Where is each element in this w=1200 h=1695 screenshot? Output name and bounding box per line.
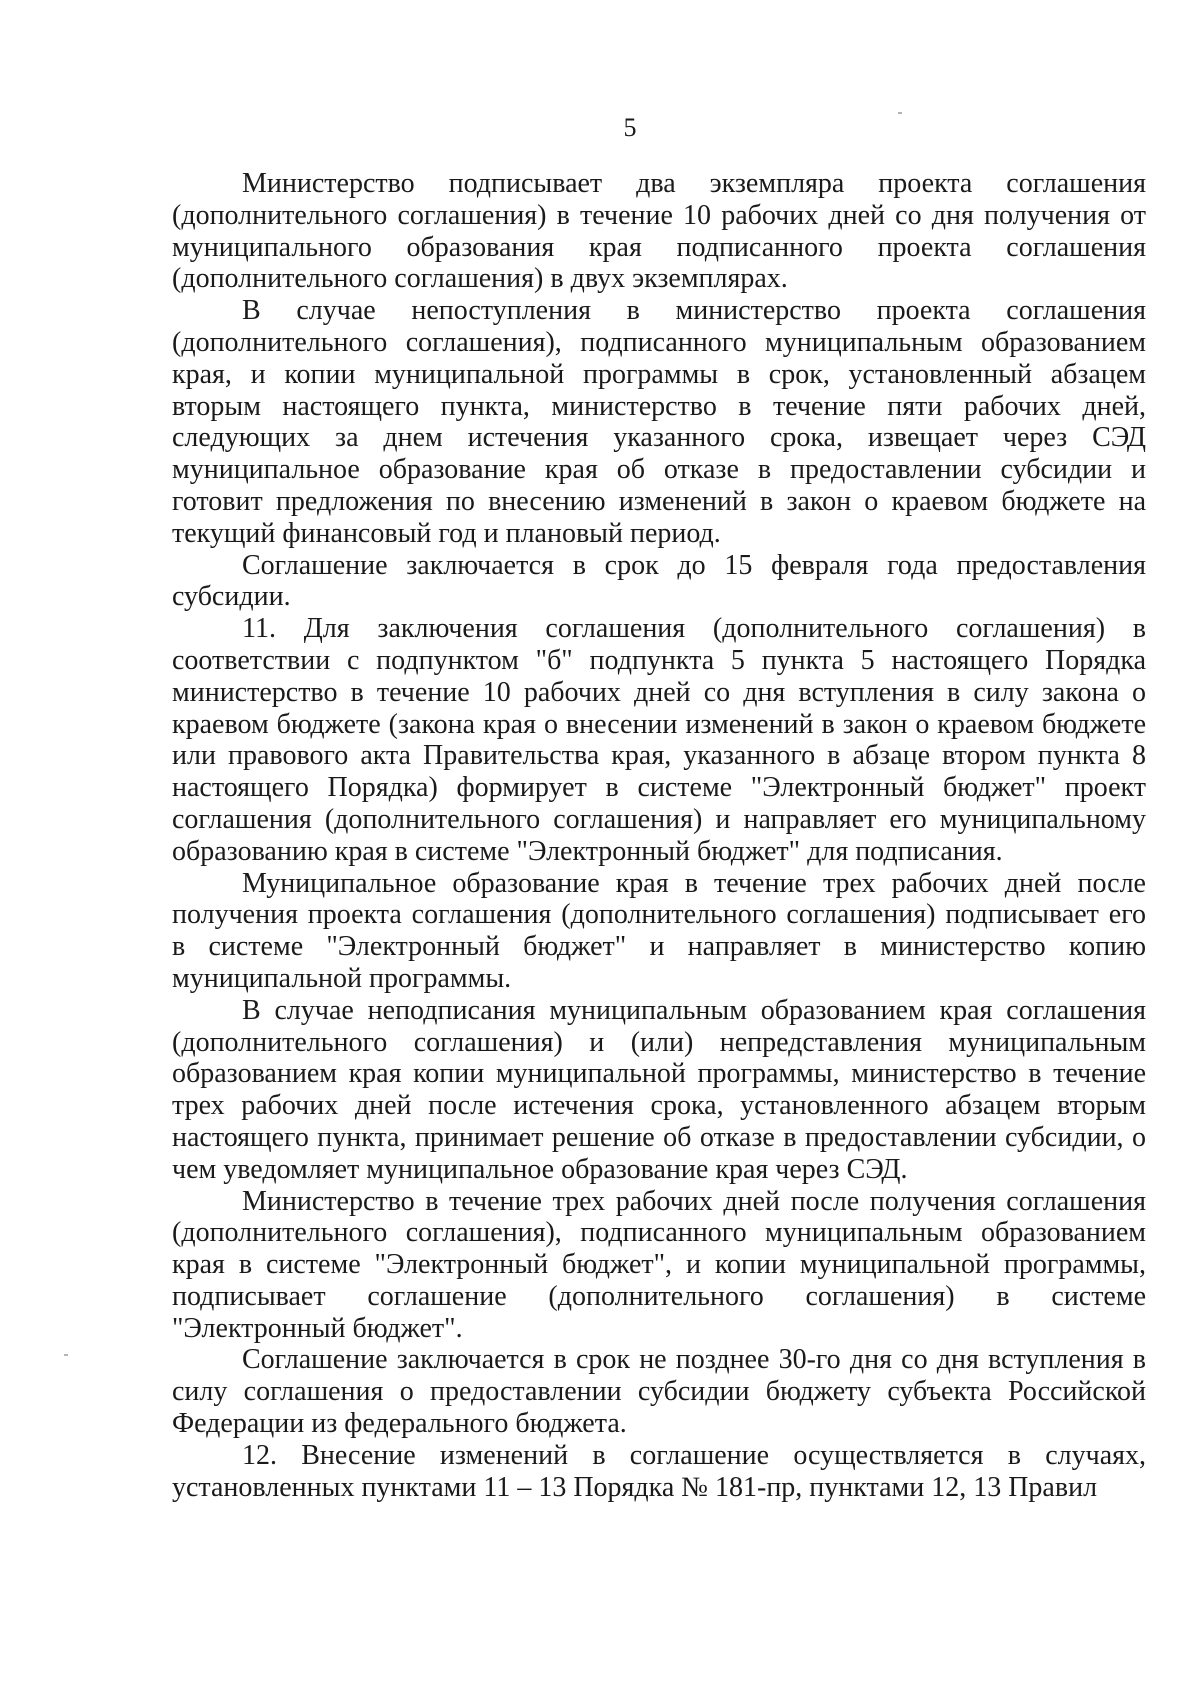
paragraph: В случае непоступления в министерство проекта соглашения (дополнительного соглашения), подписанного муниципальным образованием края, и копии муниципальной программы в срок, установленный абзацем вторым настоящего пункта, министерство в течение пяти рабочих дней, следующих за днем истечения указанного срока, извещает через СЭД муниципальное образование края об отказе в предоставлении субсидии и готовит предложения по внесению изменений в закон о краевом бюджете на текущий финансовый год и плановый период.: [172, 295, 1146, 549]
paragraph: Соглашение заключается в срок не позднее 30-го дня со дня вступления в силу соглашения о предоставлении субсидии бюджету субъекта Российской Федерации из федерального бюджета.: [172, 1344, 1146, 1440]
paragraph: 11. Для заключения соглашения (дополнительного соглашения) в соответствии с подпунктом "б" подпункта 5 пункта 5 настоящего Порядка министерство в течение 10 рабочих дней со дня вступления в силу закона о краевом бюджете (закона края о внесении изменений в закон о краевом бюджете или правового акта Правительства края, указанного в абзаце втором пункта 8 настоящего Порядка) формирует в системе "Электронный бюджет" проект соглашения (дополнительного соглашения) и направляет его муниципальному образованию края в системе "Электронный бюджет" для подписания.: [172, 613, 1146, 867]
scan-artifact: [898, 112, 902, 114]
scan-artifact: [64, 1354, 68, 1356]
paragraph: Министерство подписывает два экземпляра проекта соглашения (дополнительного соглашения) в течение 10 рабочих дней со дня получения от муниципального образования края подписанного проекта соглашения (дополнительного соглашения) в двух экземплярах.: [172, 168, 1146, 295]
paragraph: Соглашение заключается в срок до 15 февраля года предоставления субсидии.: [172, 549, 1146, 613]
page-number: 5: [623, 113, 637, 142]
paragraph: Министерство в течение трех рабочих дней после получения соглашения (дополнительного соглашения), подписанного муниципальным образованием края в системе "Электронный бюджет", и копии муниципальной программы, подписывает соглашение (дополнительного соглашения) в системе "Электронный бюджет".: [172, 1185, 1146, 1344]
document-body: [172, 168, 1146, 1503]
paragraph: В случае неподписания муниципальным образованием края соглашения (дополнительного соглашения) и (или) непредставления муниципальным образованием края копии муниципальной программы, министерство в течение трех рабочих дней после истечения срока, установленного абзацем вторым настоящего пункта, принимает решение об отказе в предоставлении субсидии, о чем уведомляет муниципальное образование края через СЭД.: [172, 994, 1146, 1185]
paragraph: 12. Внесение изменений в соглашение осуществляется в случаях, установленных пунктами 11 – 13 Порядка № 181-пр, пунктами 12, 13 Правил: [172, 1439, 1146, 1503]
paragraph: Муниципальное образование края в течение трех рабочих дней после получения проекта соглашения (дополнительного соглашения) подписывает его в системе "Электронный бюджет" и направляет в министерство копию муниципальной программы.: [172, 867, 1146, 994]
